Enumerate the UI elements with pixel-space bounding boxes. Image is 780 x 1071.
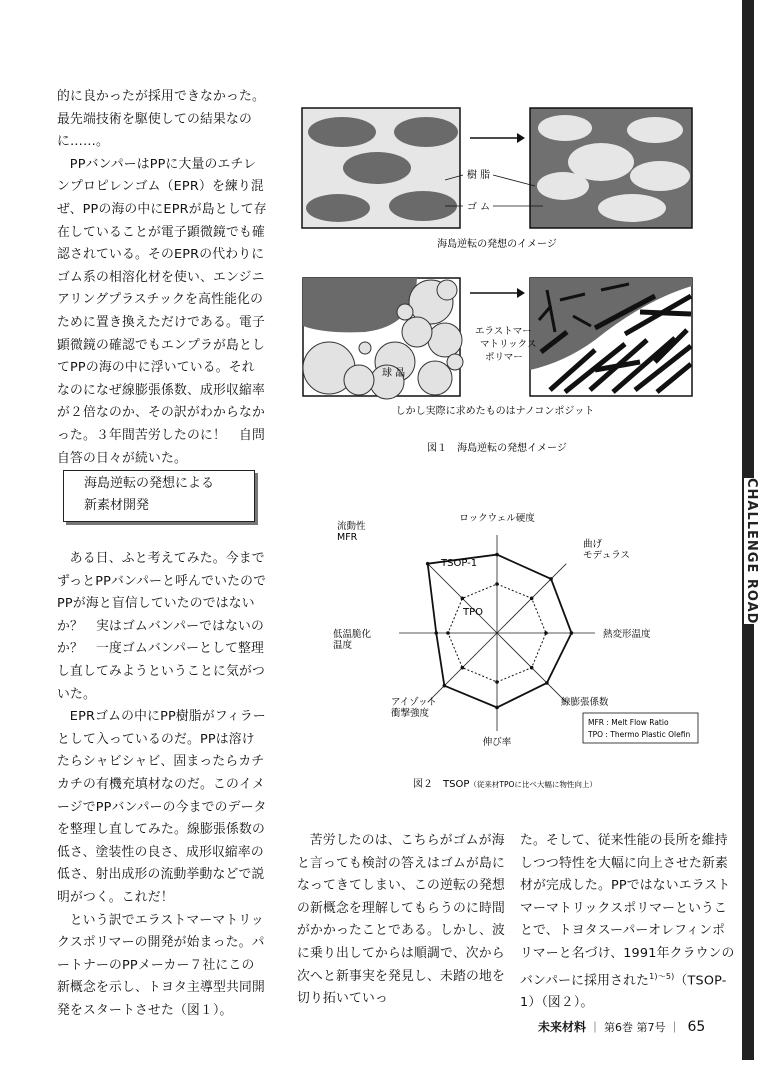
legend-mfr: MFR : Melt Flow Ratio (588, 718, 669, 727)
island-ellipse (598, 194, 666, 222)
data-point (461, 597, 465, 601)
label-resin: 樹 脂 (467, 170, 491, 181)
figure-1 (295, 100, 715, 460)
fig1-caption-top: 海島逆転の発想のイメージ (437, 239, 557, 250)
data-point (495, 706, 499, 710)
axis-label: 低温脆化温度 (333, 629, 372, 651)
fig1-panel-nanocomposite (530, 278, 692, 396)
section-heading (63, 470, 255, 522)
fig2-caption-note: （従来材TPOに比べ大幅に物性向上） (469, 780, 597, 789)
reference-superscript: 1)〜5) (649, 971, 675, 981)
column-1-top (57, 86, 267, 470)
page-footer (538, 1018, 705, 1035)
fig2-caption-main: 図２ TSOP (413, 779, 470, 790)
axis-label: アイゾット衝撃強度 (391, 697, 438, 719)
island-ellipse (308, 117, 376, 147)
data-point (443, 684, 447, 688)
data-point (570, 631, 574, 635)
paragraph: 的に良かったが採用できなかった。最先端技術を駆使しての結果なのに……。 (57, 89, 265, 150)
arrowhead (517, 288, 525, 298)
island-ellipse (537, 172, 589, 200)
data-point (434, 631, 438, 635)
axis-label: 曲げモデュラス (583, 539, 630, 561)
island-ellipse (630, 161, 690, 191)
island-ellipse (538, 115, 592, 141)
series-label-tpo: TPO (463, 607, 484, 618)
column-2 (297, 830, 507, 1011)
footer-divider: ｜ (589, 1021, 601, 1034)
side-label: CHALLENGE ROAD (744, 478, 759, 625)
pointer-line (493, 175, 535, 186)
data-point (495, 553, 499, 557)
label-elastomer-matrix-polymer: エラストマー マトリックス ポリマー (475, 326, 537, 363)
series-line-tsop (428, 555, 572, 708)
column-3 (520, 830, 738, 1015)
paragraph-text-end: （TSOP-1）（図２）。 (520, 972, 727, 1011)
arrowhead (517, 133, 525, 143)
axis-label: ロックウェル硬度 (459, 513, 535, 524)
footer-divider: ｜ (669, 1021, 681, 1034)
island-ellipse (394, 117, 458, 147)
paragraph: ある日、ふと考えてみた。今までずっとPPバンパーと呼んでいたのでPPが海と盲信していたのではないか？ 実はゴムバンパーではないのか？ 一度ゴムバンパーとして整理し直してみようということに気がついた。 (57, 551, 267, 702)
paragraph: EPRゴムの中にPP樹脂がフィラーとして入っているのだ。PPは溶けたらシャビシャビ、固まったらカチカチの有機充填材なのだ。このイメージでPPバンパーの今までのデータを整理し直してみた。線膨張係数の低さ、塗装性の良さ、成形収縮率の低さ、射出成形の流動挙動などで説明がつく。これだ！ (57, 709, 267, 905)
data-point (544, 631, 548, 635)
legend-tpo: TPO : Thermo Plastic Olefin (588, 730, 691, 739)
paragraph: という訳でエラストマーマトリックスポリマーの開発が始まった。パートナーのPPメーカー７社にこの新概念を示し、トヨタ主導型共同開発をスタートさせた（図１）。 (57, 912, 265, 1018)
section-heading-line1: 海島逆転の発想による (84, 476, 215, 491)
label-rubber: ゴ ム (467, 202, 491, 213)
island-ellipse (627, 117, 683, 143)
fig1-panel-spherulite (303, 278, 463, 399)
axis-label: 伸び率 (482, 737, 512, 748)
data-point (461, 666, 465, 670)
figure-2-radar-chart (325, 505, 715, 800)
fig1-caption: 図１ 海島逆転の発想イメージ (427, 443, 567, 454)
fig2-caption (413, 778, 597, 790)
axis-label: 線膨張係数 (561, 697, 609, 708)
data-point (495, 582, 499, 586)
island-ellipse (343, 152, 411, 184)
fig1-caption-bottom: しかし実際に求めたものはナノコンポジット (395, 406, 595, 417)
journal-title: 未来材料 (538, 1020, 587, 1034)
page-number: 65 (687, 1019, 706, 1035)
paragraph: PPバンパーはPPに大量のエチレンプロピレンゴム（EPR）を練り混ぜ、PPの海の中にEPRが島として存在していることが電子顕微鏡でも確認されている。そのEPRの代わりにゴム系の相溶化材を使い、エンジニアリングプラスチックを高性能化のために置き換えただけである。電子顕微鏡の確認でもエンプラが島としてPPの海の中に浮いている。それなのになぜ線膨張係数、成形収縮率が２倍なのか、その訳がわからなかった。３年間苦労したのに！ 自問自答の日々が続いた。 (57, 156, 267, 466)
section-heading-line2: 新素材開発 (84, 498, 150, 513)
paragraph: 苦労したのは、こちらがゴムが海と言っても検討の答えはゴムが島になってきてしまい、この逆転の発想の新概念を理解してもらうのに時間がかかったことである。しかし、波に乗り出してからは順調で、次から次へと新事実を発見し、未踏の地を切り拓いていっ (297, 833, 505, 1007)
data-point (426, 562, 430, 566)
data-point (545, 681, 549, 685)
paragraph (520, 830, 738, 1015)
island-ellipse (306, 194, 370, 222)
data-point (530, 597, 534, 601)
data-point (549, 577, 553, 581)
axis-label: 熱変形温度 (603, 629, 651, 640)
data-point (530, 666, 534, 670)
series-label-tsop: TSOP-1 (441, 558, 478, 569)
column-1-bottom (57, 548, 267, 1022)
data-point (495, 680, 499, 684)
paragraph-text: た。そして、従来性能の長所を維持しつつ特性を大幅に向上させた新素材が完成した。PPではないエラストマーマトリックスポリマーということで、トヨタスーパーオレフィンポリマーと名づけ、1991年クラウンのバンパーに採用された (520, 833, 735, 988)
issue-number: 第6巻 第7号 (604, 1021, 666, 1034)
label-crystal: 球 晶 (382, 368, 406, 379)
axis-label: 流動性 MFR (337, 521, 366, 543)
data-point (446, 631, 450, 635)
